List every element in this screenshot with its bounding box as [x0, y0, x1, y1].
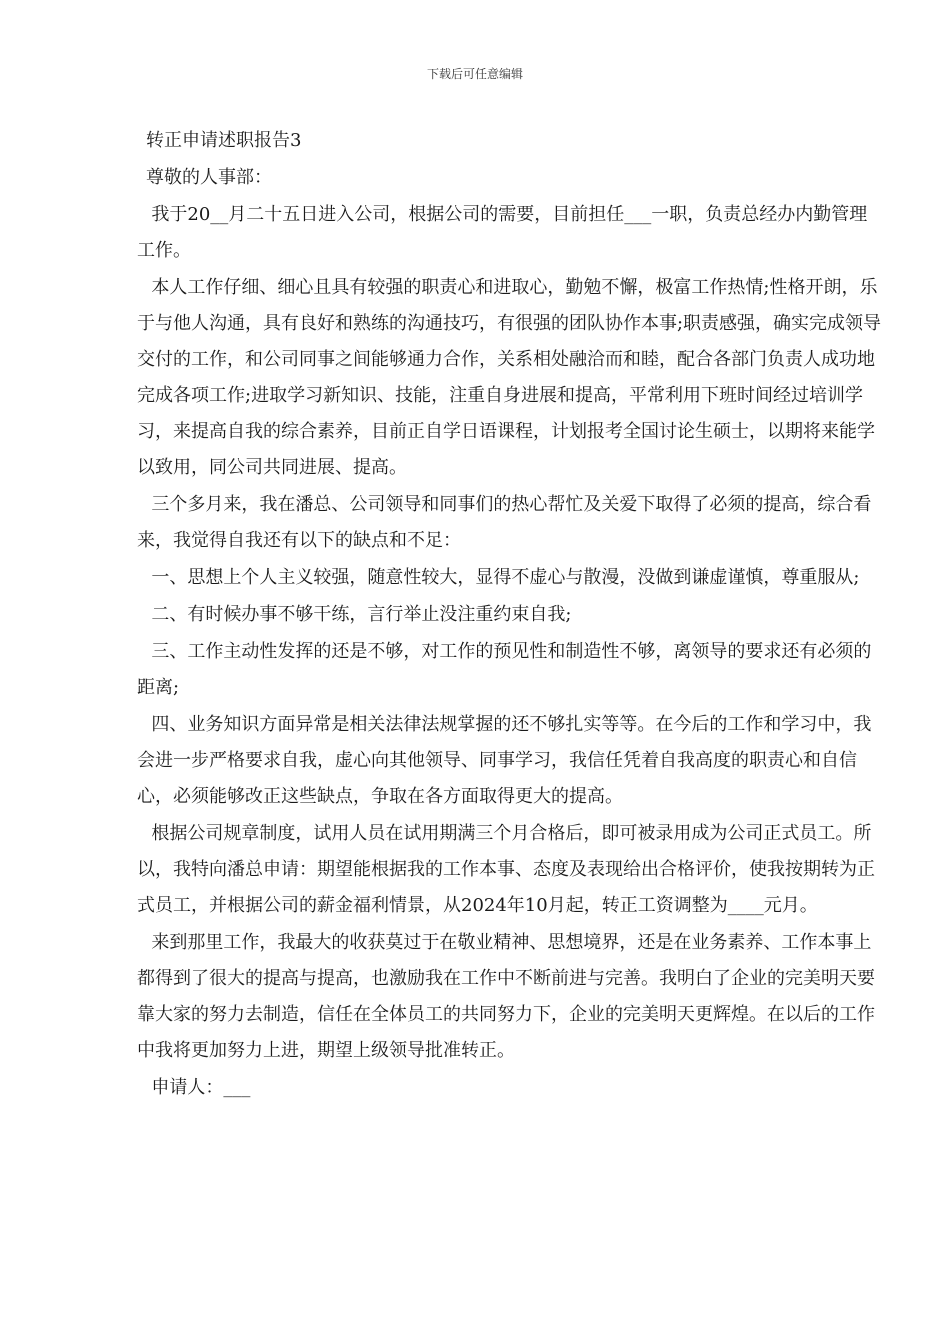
- paragraph-self-assessment: 本人工作仔细、细心且具有较强的职责心和进取心，勤勉不懈，极富工作热情;性格开朗，乐于与他人沟通，具有良好和熟练的沟通技巧，有很强的团队协作本事;职责感强，确实完成领导交付的工作，和公司同事之间能够通力合作，关系相处融洽而和睦，配合各部门负责人成功地完成各项工作;进取学习新知识、技能，注重自身进展和提高，平常利用下班时间经过培训学习，来提高自我的综合素养，目前正自学日语课程，计划报考全国讨论生硕士，以期将来能学以致用，同公司共同进展、提高。: [137, 277, 882, 478]
- list-item-shortcoming-3: 三、工作主动性发挥的还是不够，对工作的预见性和制造性不够，离领导的要求还有必须的距离;: [137, 641, 872, 698]
- page-header-note: 下载后可任意编辑: [426, 67, 523, 81]
- paragraph-application: 根据公司规章制度，试用人员在试用期满三个月合格后，即可被录用成为公司正式员工。所以，我特向潘总申请：期望能根据我的工作本事、态度及表现给出合格评价，使我按期转为正式员工，并根据公司的薪金福利情景，从2024年10月起，转正工资调整为____元月。: [137, 823, 875, 916]
- paragraph-intro: 我于20__月二十五日进入公司，根据公司的需要，目前担任___一职，负责总经办内勤管理工作。: [137, 204, 868, 261]
- paragraph-conclusion: 来到那里工作，我最大的收获莫过于在敬业精神、思想境界，还是在业务素养、工作本事上都得到了很大的提高与提高，也激励我在工作中不断前进与完善。我明白了企业的完美明天要靠大家的努力去制造，信任在全体员工的共同努力下，企业的完美明天更辉煌。在以后的工作中我将更加努力上进，期望上级领导批准转正。: [137, 932, 875, 1061]
- document-body: [137, 123, 885, 1107]
- list-item-shortcoming-2: 二、有时候办事不够干练，言行举止没注重约束自我;: [151, 604, 572, 625]
- applicant-signature-line: 申请人：___: [151, 1077, 251, 1098]
- list-item-shortcoming-1: 一、思想上个人主义较强，随意性较大，显得不虚心与散漫，没做到谦虚谨慎，尊重服从;: [151, 567, 860, 588]
- document-title: 转正申请述职报告3: [146, 130, 302, 151]
- list-item-shortcoming-4: 四、业务知识方面异常是相关法律法规掌握的还不够扎实等等。在今后的工作和学习中，我会进一步严格要求自我，虚心向其他领导、同事学习，我信任凭着自我高度的职责心和自信心，必须能够改正这些缺点，争取在各方面取得更大的提高。: [137, 714, 872, 807]
- paragraph-shortcomings-intro: 三个多月来，我在潘总、公司领导和同事们的热心帮忙及关爱下取得了必须的提高，综合看来，我觉得自我还有以下的缺点和不足：: [137, 494, 872, 551]
- salutation: 尊敬的人事部：: [146, 167, 272, 188]
